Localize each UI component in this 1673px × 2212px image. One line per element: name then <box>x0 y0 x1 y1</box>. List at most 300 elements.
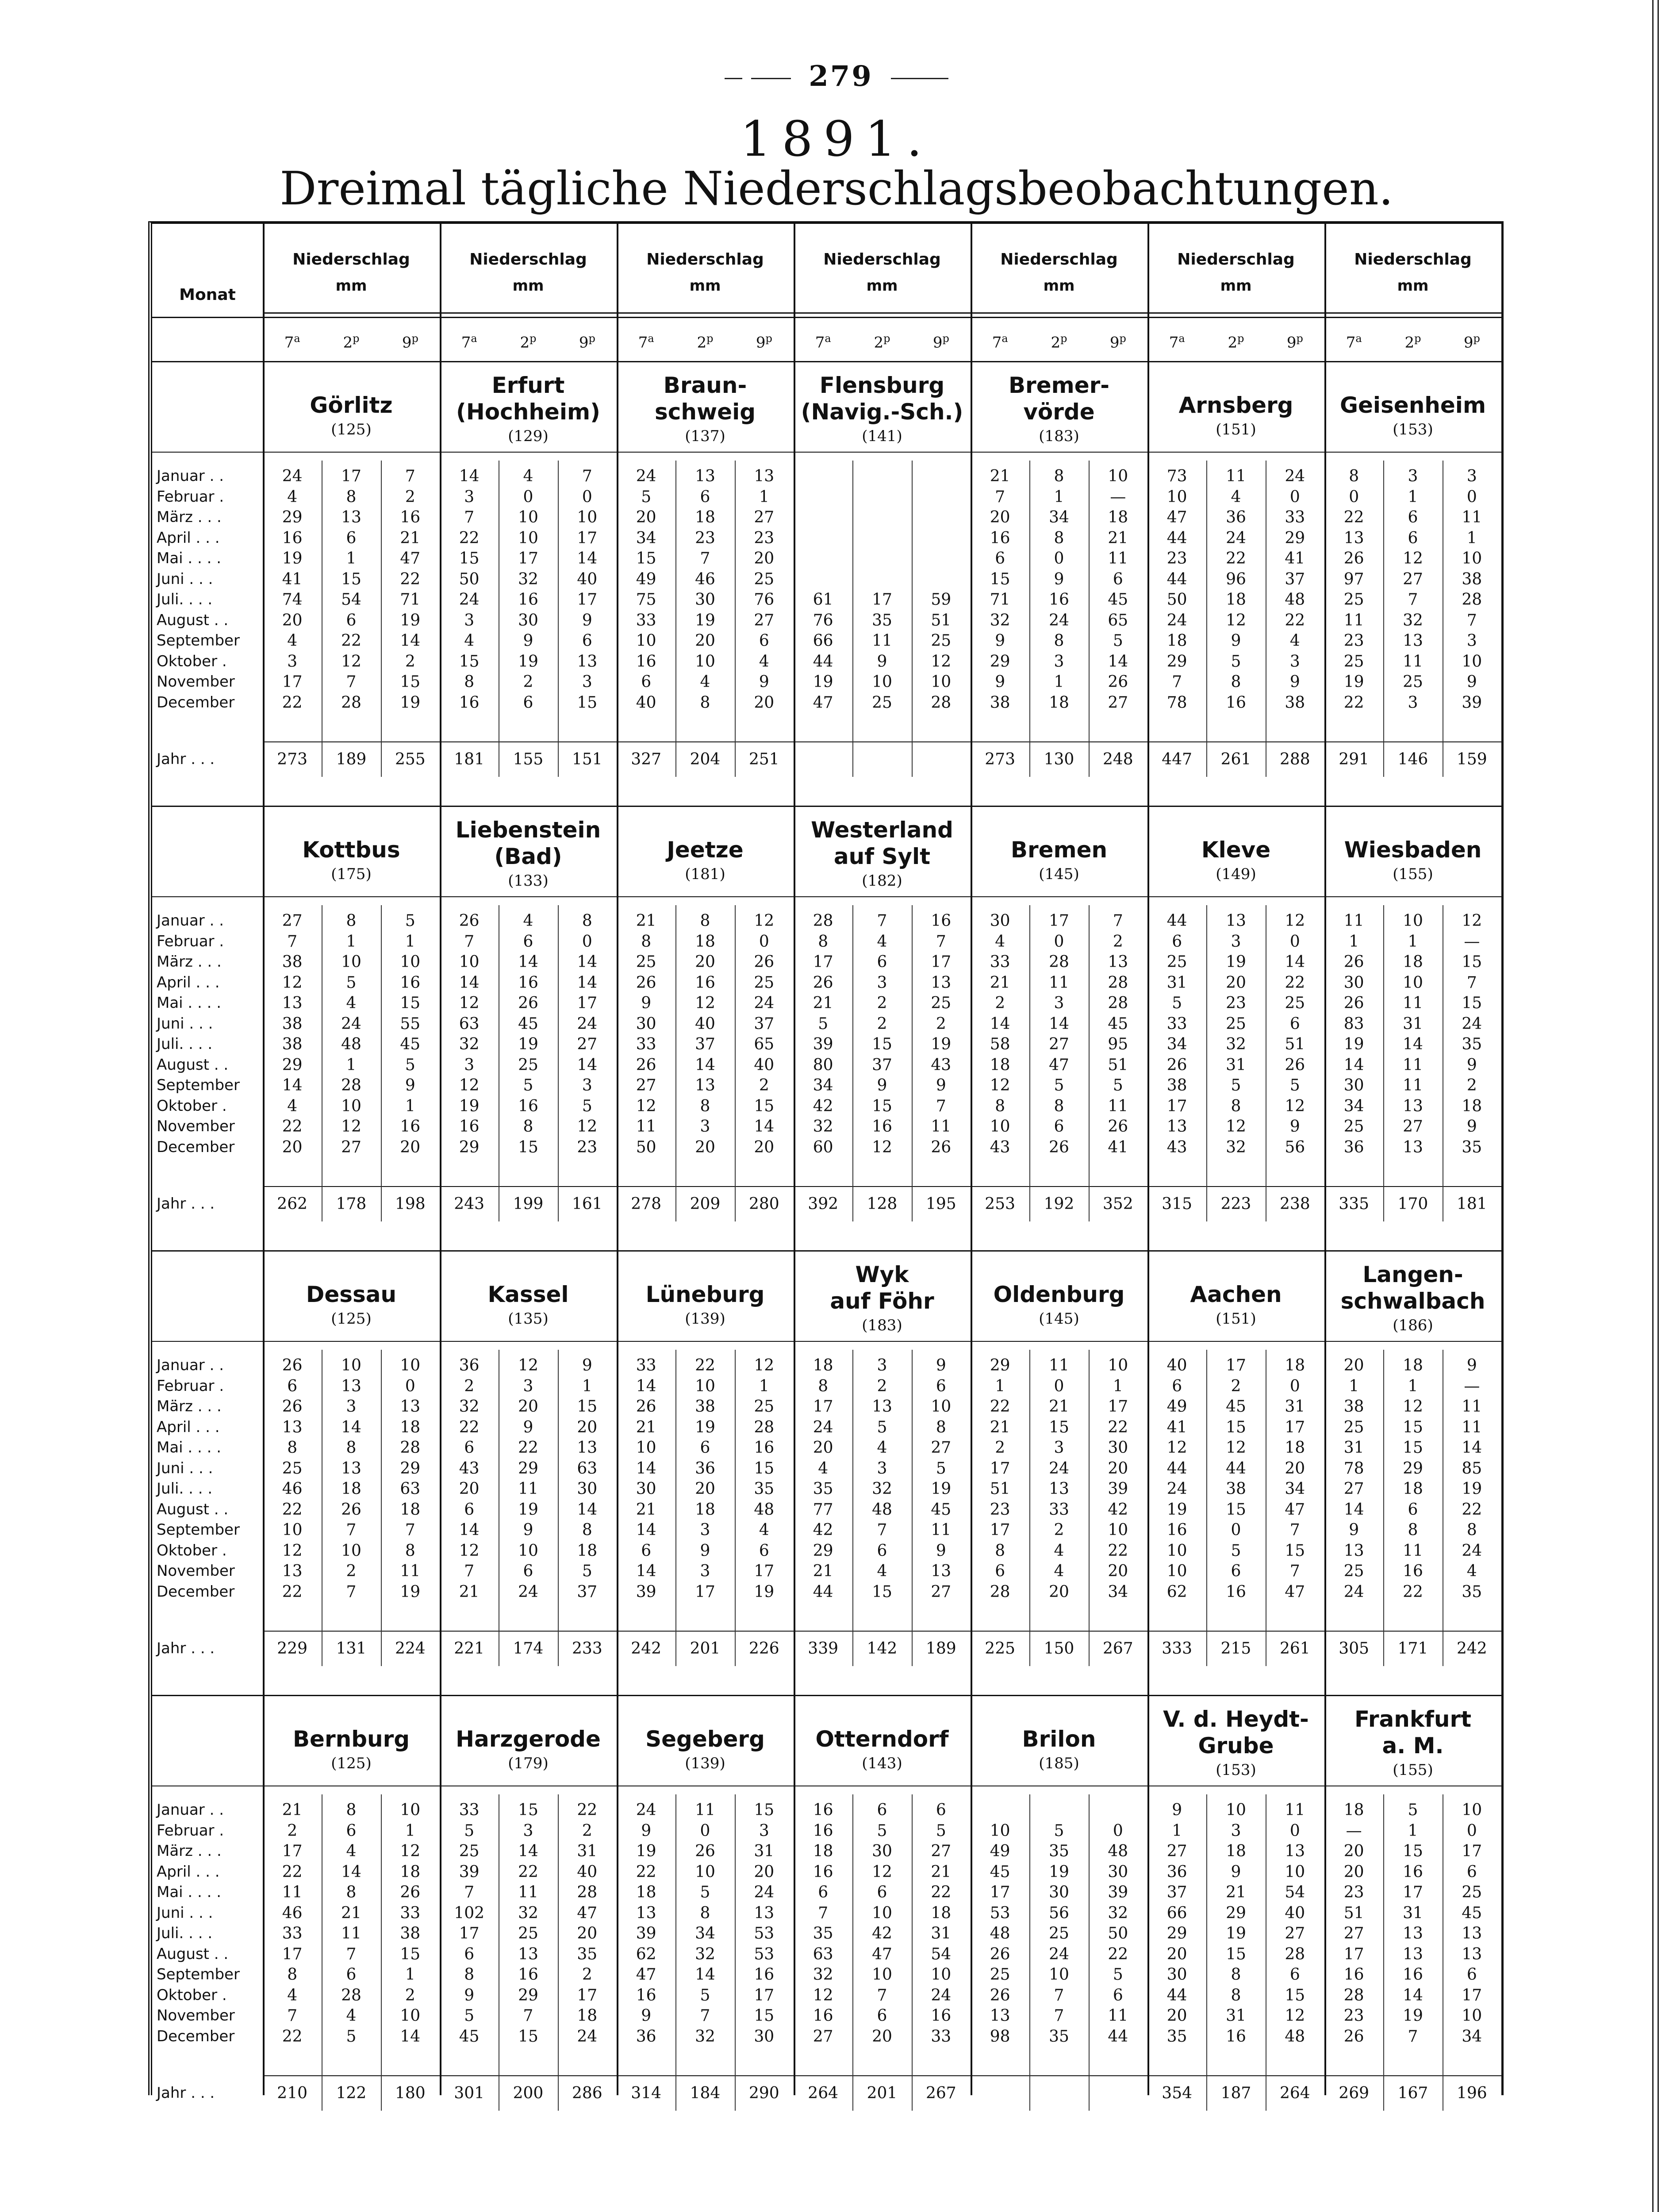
cell-value: 4 <box>523 467 533 485</box>
cell-value: 48 <box>1108 1842 1128 1860</box>
cell-value: 5 <box>1231 1076 1241 1094</box>
cell-value: 22 <box>282 2027 303 2046</box>
cell-value: 25 <box>1343 591 1364 609</box>
cell-value: 7 <box>523 2007 533 2025</box>
cell-value: 62 <box>636 1945 656 1963</box>
cell-value: 42 <box>813 1521 833 1539</box>
cell-value: 50 <box>1108 1924 1128 1943</box>
cell-value: 29 <box>1285 529 1305 547</box>
cell-value: 27 <box>1285 1924 1305 1943</box>
cell-value: 44 <box>1166 1986 1187 2005</box>
cell-value: 54 <box>1285 1883 1305 1901</box>
cell-value: 19 <box>1462 1480 1482 1498</box>
cell-value: 3 <box>1054 994 1064 1012</box>
cell-value: 11 <box>931 1521 952 1539</box>
cell-value: 9 <box>936 1356 946 1375</box>
cell-value: 3 <box>346 1398 357 1416</box>
cell-value: 10 <box>1226 1801 1246 1819</box>
cell-value: 35 <box>813 1480 833 1498</box>
cell-value: 47 <box>813 693 833 712</box>
cell-value: 9 <box>1231 1863 1241 1881</box>
cell-value: 26 <box>400 1883 421 1901</box>
cell-value: 13 <box>1108 953 1128 971</box>
cell-value: 6 <box>877 953 887 971</box>
cell-value: 37 <box>872 1056 892 1074</box>
cell-value: 23 <box>577 1138 598 1156</box>
cell-value: 17 <box>1343 1945 1364 1963</box>
cell-value: 5 <box>818 1014 829 1033</box>
cell-value: 38 <box>282 953 303 971</box>
cell-value: 6 <box>759 1541 769 1560</box>
station-name: schwalbach <box>1340 1288 1485 1314</box>
cell-value: 11 <box>1285 1801 1305 1819</box>
year-total-value: 210 <box>277 2084 308 2102</box>
cell-value: 20 <box>577 1924 598 1943</box>
cell-value: 20 <box>754 693 775 712</box>
cell-value: 44 <box>813 652 833 671</box>
month-label: Mai . . . . <box>157 1883 222 1901</box>
cell-value: 14 <box>341 1863 361 1881</box>
cell-value: 17 <box>459 1924 480 1943</box>
cell-value: 15 <box>636 549 656 568</box>
cell-value: 5 <box>1408 1801 1418 1819</box>
cell-value: 20 <box>695 1138 715 1156</box>
page-title: Dreimal tägliche Niederschlagsbeobachtungen. <box>280 161 1393 215</box>
cell-value: 12 <box>1226 611 1246 630</box>
cell-value: 7 <box>700 549 710 568</box>
station-altitude: (153) <box>1216 1761 1256 1779</box>
cell-value: 12 <box>341 1118 361 1136</box>
month-label: November <box>157 2007 235 2024</box>
cell-value: 13 <box>872 1398 892 1416</box>
cell-value: 10 <box>1166 488 1187 506</box>
cell-value: 14 <box>400 632 421 650</box>
cell-value: 95 <box>1108 1035 1128 1053</box>
cell-value: 25 <box>1343 1562 1364 1580</box>
time-header: 2$^p$ <box>343 332 360 352</box>
year-total-value: 255 <box>395 750 426 768</box>
cell-value: 10 <box>695 1377 715 1395</box>
cell-value: 0 <box>1289 932 1300 951</box>
cell-value: 10 <box>872 1966 892 1984</box>
cell-value: 15 <box>1403 1439 1423 1457</box>
cell-value: 11 <box>1403 652 1423 671</box>
cell-value: 10 <box>400 1801 421 1819</box>
cell-value: 20 <box>1343 1863 1364 1881</box>
time-header: 7$^a$ <box>284 332 300 352</box>
cell-value: 8 <box>582 1521 592 1539</box>
cell-value: 31 <box>1226 1056 1246 1074</box>
cell-value: 6 <box>877 1801 887 1819</box>
cell-value: 11 <box>1462 1398 1482 1416</box>
cell-value: 41 <box>1166 1418 1187 1436</box>
cell-value: 10 <box>695 652 715 671</box>
cell-value: 25 <box>931 632 952 650</box>
cell-value: 8 <box>936 1418 946 1436</box>
station-name: Bernburg <box>292 1726 410 1752</box>
cell-value: 26 <box>695 1842 715 1860</box>
cell-value: 30 <box>1049 1883 1069 1901</box>
cell-value: 12 <box>931 652 952 671</box>
cell-value: 7 <box>1054 1986 1064 2005</box>
cell-value: 18 <box>1462 1097 1482 1115</box>
station-name: (Navig.-Sch.) <box>801 399 963 425</box>
cell-value: 0 <box>582 488 592 506</box>
year-total-value: 200 <box>513 2084 544 2102</box>
cell-value: 10 <box>1462 2007 1482 2025</box>
cell-value: 3 <box>700 1562 710 1580</box>
station-altitude: (181) <box>685 865 725 883</box>
cell-value: 4 <box>464 632 475 650</box>
cell-value: 24 <box>1166 1480 1187 1498</box>
cell-value: 22 <box>1343 693 1364 712</box>
cell-value: 30 <box>518 611 538 630</box>
cell-value: 33 <box>400 1904 421 1922</box>
cell-value: 46 <box>282 1480 303 1498</box>
year-total-value: 286 <box>572 2084 602 2102</box>
cell-value: 22 <box>577 1801 598 1819</box>
year-total-value: 142 <box>867 1640 898 1658</box>
cell-value: 25 <box>1166 953 1187 971</box>
cell-value: 0 <box>1231 1521 1241 1539</box>
month-label: Juli. . . . <box>157 1924 213 1942</box>
station-altitude: (125) <box>331 1755 372 1772</box>
cell-value: 25 <box>518 1056 538 1074</box>
cell-value: 19 <box>754 1582 775 1601</box>
cell-value: 12 <box>1403 549 1423 568</box>
cell-value: 45 <box>518 1014 538 1033</box>
time-header: 2$^p$ <box>697 332 714 352</box>
cell-value: 9 <box>641 1821 652 1840</box>
cell-value: 10 <box>1403 973 1423 992</box>
cell-value: 6 <box>877 1883 887 1901</box>
station-altitude: (143) <box>862 1755 902 1772</box>
cell-value: 15 <box>872 1582 892 1601</box>
cell-value: 6 <box>523 693 533 712</box>
cell-value: 11 <box>1403 994 1423 1012</box>
cell-value: 6 <box>877 2007 887 2025</box>
cell-value: 4 <box>346 2007 357 2025</box>
cell-value: 47 <box>577 1904 598 1922</box>
header-rule <box>152 317 1501 318</box>
cell-value: 19 <box>1226 953 1246 971</box>
cell-value: 7 <box>877 912 887 930</box>
cell-value: 3 <box>1408 467 1418 485</box>
cell-value: 43 <box>1166 1138 1187 1156</box>
cell-value: 11 <box>1462 508 1482 526</box>
cell-value: 7 <box>405 467 415 485</box>
cell-value: 32 <box>695 1945 715 1963</box>
time-header: 7$^a$ <box>638 332 654 352</box>
cell-value: 27 <box>754 611 775 630</box>
unit-label: mm <box>1397 277 1429 295</box>
cell-value: 36 <box>695 1459 715 1478</box>
niederschlag-header: Niederschlag <box>469 250 587 269</box>
cell-value: 3 <box>523 1821 533 1840</box>
month-label: Februar . <box>157 1377 224 1395</box>
cell-value: 5 <box>936 1459 946 1478</box>
cell-value: 34 <box>1166 1035 1187 1053</box>
station-altitude: (139) <box>685 1755 725 1772</box>
cell-value: 25 <box>282 1459 303 1478</box>
cell-value: 5 <box>1113 1966 1123 1984</box>
cell-value: 4 <box>818 1459 829 1478</box>
cell-value: 7 <box>1408 591 1418 609</box>
cell-value: 25 <box>1285 994 1305 1012</box>
cell-value: 20 <box>1285 1459 1305 1478</box>
station-name: Kleve <box>1201 837 1271 863</box>
cell-value: 23 <box>990 1500 1010 1519</box>
cell-value: 80 <box>813 1056 833 1074</box>
cell-value: 50 <box>1166 591 1187 609</box>
cell-value: 10 <box>1462 1801 1482 1819</box>
cell-value: 31 <box>1285 1398 1305 1416</box>
cell-value: 2 <box>936 1014 946 1033</box>
unit-label: mm <box>689 277 721 295</box>
cell-value: 19 <box>518 1035 538 1053</box>
cell-value: 13 <box>695 1076 715 1094</box>
station-name: Arnsberg <box>1178 392 1293 418</box>
cell-value: 4 <box>1054 1541 1064 1560</box>
cell-value: 13 <box>282 994 303 1012</box>
year-total-value: 146 <box>1397 750 1428 768</box>
year-total-value: 273 <box>277 750 308 768</box>
cell-value: 0 <box>1289 1821 1300 1840</box>
cell-value: 83 <box>1343 1014 1364 1033</box>
cell-value: 22 <box>1343 508 1364 526</box>
cell-value: 1 <box>346 549 357 568</box>
unit-label: mm <box>1220 277 1252 295</box>
cell-value: 17 <box>518 549 538 568</box>
cell-value: 11 <box>1462 1418 1482 1436</box>
cell-value: 12 <box>341 652 361 671</box>
cell-value: 8 <box>995 1097 1005 1115</box>
station-name: Brilon <box>1022 1726 1096 1752</box>
station-altitude: (139) <box>685 1310 725 1328</box>
cell-value: 8 <box>1054 632 1064 650</box>
cell-value: 14 <box>1462 1439 1482 1457</box>
cell-value: 18 <box>695 508 715 526</box>
block-rule <box>152 806 1501 807</box>
year-total-value: 253 <box>985 1195 1016 1213</box>
cell-value: 5 <box>700 1883 710 1901</box>
cell-value: 8 <box>1231 1986 1241 2005</box>
time-header: 9$^p$ <box>1286 332 1303 352</box>
time-header: 9$^p$ <box>756 332 772 352</box>
cell-value: 3 <box>877 1459 887 1478</box>
cell-value: 8 <box>1054 467 1064 485</box>
cell-value: 6 <box>464 1500 475 1519</box>
cell-value: 33 <box>990 953 1010 971</box>
cell-value: 3 <box>464 611 475 630</box>
cell-value: 16 <box>1226 693 1246 712</box>
year-label: Jahr . . . <box>157 750 215 768</box>
cell-value: 13 <box>1343 1541 1364 1560</box>
cell-value: 33 <box>931 2027 952 2046</box>
cell-value: 47 <box>1285 1582 1305 1601</box>
cell-value: 22 <box>1403 1582 1423 1601</box>
cell-value: 15 <box>400 1945 421 1963</box>
station-name: (Hochheim) <box>456 399 600 425</box>
cell-value: 9 <box>877 652 887 671</box>
cell-value: 19 <box>695 1418 715 1436</box>
station-altitude: (179) <box>508 1755 549 1772</box>
cell-value: 21 <box>282 1801 303 1819</box>
month-label: Oktober . <box>157 652 227 670</box>
cell-value: 19 <box>282 549 303 568</box>
cell-value: 33 <box>282 1924 303 1943</box>
cell-value: 8 <box>1408 1521 1418 1539</box>
cell-value: 15 <box>518 1138 538 1156</box>
year-total-value: 150 <box>1044 1640 1074 1658</box>
cell-value: 7 <box>700 2007 710 2025</box>
station-altitude: (133) <box>508 872 549 890</box>
station-altitude: (175) <box>331 865 372 883</box>
month-label: April . . . <box>157 529 220 547</box>
cell-value: 35 <box>872 611 892 630</box>
cell-value: 56 <box>1285 1138 1305 1156</box>
cell-value: 63 <box>400 1480 421 1498</box>
year-label: Jahr . . . <box>157 1195 215 1213</box>
cell-value: 30 <box>636 1014 656 1033</box>
cell-value: 32 <box>459 1035 480 1053</box>
cell-value: 14 <box>459 973 480 992</box>
cell-value: 12 <box>459 1541 480 1560</box>
cell-value: 25 <box>1049 1924 1069 1943</box>
cell-value: 18 <box>400 1863 421 1881</box>
cell-value: 10 <box>990 1821 1010 1840</box>
cell-value: 22 <box>282 1500 303 1519</box>
cell-value: 8 <box>346 488 357 506</box>
station-altitude: (155) <box>1393 1761 1433 1779</box>
cell-value: 7 <box>936 1097 946 1115</box>
cell-value: 15 <box>1285 1986 1305 2005</box>
cell-value: 45 <box>1226 1398 1246 1416</box>
year-total-value: 447 <box>1162 750 1193 768</box>
cell-value: 12 <box>400 1842 421 1860</box>
month-label: December <box>157 693 235 711</box>
year-total-value: 195 <box>925 1195 956 1213</box>
cell-value: 16 <box>990 529 1010 547</box>
cell-value: 8 <box>818 1377 829 1395</box>
year-total-value: 221 <box>454 1640 485 1658</box>
cell-value: 20 <box>813 1439 833 1457</box>
cell-value: 5 <box>582 1562 592 1580</box>
cell-value: 22 <box>1108 1541 1128 1560</box>
niederschlag-header: Niederschlag <box>1000 250 1118 269</box>
station-altitude: (125) <box>331 1310 372 1328</box>
cell-value: 2 <box>1466 1076 1477 1094</box>
cell-value: 20 <box>754 549 775 568</box>
cell-value: 0 <box>1054 549 1064 568</box>
month-label: August . . <box>157 1500 229 1518</box>
cell-value: 2 <box>995 1439 1005 1457</box>
year-total-value: 161 <box>572 1195 602 1213</box>
cell-value: 13 <box>1403 1924 1423 1943</box>
cell-value: 14 <box>695 1056 715 1074</box>
cell-value: 22 <box>1226 549 1246 568</box>
cell-value: 19 <box>400 1582 421 1601</box>
cell-value: 21 <box>813 994 833 1012</box>
cell-value: 17 <box>282 1945 303 1963</box>
cell-value: 8 <box>287 1439 298 1457</box>
month-label: August . . <box>157 611 229 629</box>
cell-value: 48 <box>341 1035 361 1053</box>
cell-value: 17 <box>990 1883 1010 1901</box>
cell-value: 11 <box>1403 1541 1423 1560</box>
cell-value: 12 <box>518 1356 538 1375</box>
cell-value: 8 <box>818 932 829 951</box>
cell-value: 47 <box>636 1966 656 1984</box>
cell-value: 8 <box>700 1097 710 1115</box>
cell-value: 19 <box>931 1480 952 1498</box>
cell-value: 18 <box>400 1418 421 1436</box>
cell-value: 25 <box>1226 1014 1246 1033</box>
cell-value: 35 <box>754 1480 775 1498</box>
cell-value: 25 <box>1343 1118 1364 1136</box>
cell-value: 16 <box>813 1821 833 1840</box>
cell-value: 33 <box>1049 1500 1069 1519</box>
cell-value: 33 <box>636 1356 656 1375</box>
cell-value: 37 <box>577 1582 598 1601</box>
cell-value: 22 <box>518 1439 538 1457</box>
time-header: 7$^a$ <box>1346 332 1362 352</box>
unit-label: mm <box>512 277 544 295</box>
station-name: Westerland <box>811 817 953 843</box>
station-altitude: (141) <box>862 427 902 445</box>
cell-value: 78 <box>1343 1459 1364 1478</box>
month-label: Oktober . <box>157 1541 227 1559</box>
cell-value: 29 <box>400 1459 421 1478</box>
cell-value: 16 <box>282 529 303 547</box>
cell-value: 10 <box>341 1541 361 1560</box>
cell-value: 0 <box>1289 1377 1300 1395</box>
cell-value: 26 <box>931 1138 952 1156</box>
cell-value: 9 <box>1172 1801 1182 1819</box>
cell-value: 22 <box>282 1582 303 1601</box>
cell-value: 25 <box>754 570 775 588</box>
cell-value: 16 <box>1166 1521 1187 1539</box>
cell-value: 16 <box>1403 1562 1423 1580</box>
cell-value: 6 <box>346 611 357 630</box>
cell-value: 36 <box>636 2027 656 2046</box>
cell-value: 10 <box>872 673 892 691</box>
month-label: September <box>157 1076 240 1094</box>
cell-value: 0 <box>759 932 769 951</box>
cell-value: 14 <box>459 1521 480 1539</box>
year-total-value: 267 <box>1102 1640 1133 1658</box>
year-total-value: 242 <box>631 1640 662 1658</box>
cell-value: 2 <box>877 1014 887 1033</box>
month-label: Juni . . . <box>157 1459 213 1477</box>
cell-value: 14 <box>990 1014 1010 1033</box>
cell-value: 11 <box>1403 1056 1423 1074</box>
cell-value: 6 <box>582 632 592 650</box>
year-total-value: 314 <box>631 2084 662 2102</box>
cell-value: 25 <box>1343 652 1364 671</box>
cell-value: 16 <box>400 973 421 992</box>
cell-value: 24 <box>1166 611 1187 630</box>
cell-value: 21 <box>341 1904 361 1922</box>
cell-value: 22 <box>695 1356 715 1375</box>
cell-value: 18 <box>400 1500 421 1519</box>
cell-value: 20 <box>282 611 303 630</box>
month-label: Februar . <box>157 932 224 950</box>
cell-value: 22 <box>990 1398 1010 1416</box>
cell-value: 2 <box>523 673 533 691</box>
cell-value: 61 <box>813 591 833 609</box>
cell-value: 15 <box>400 673 421 691</box>
